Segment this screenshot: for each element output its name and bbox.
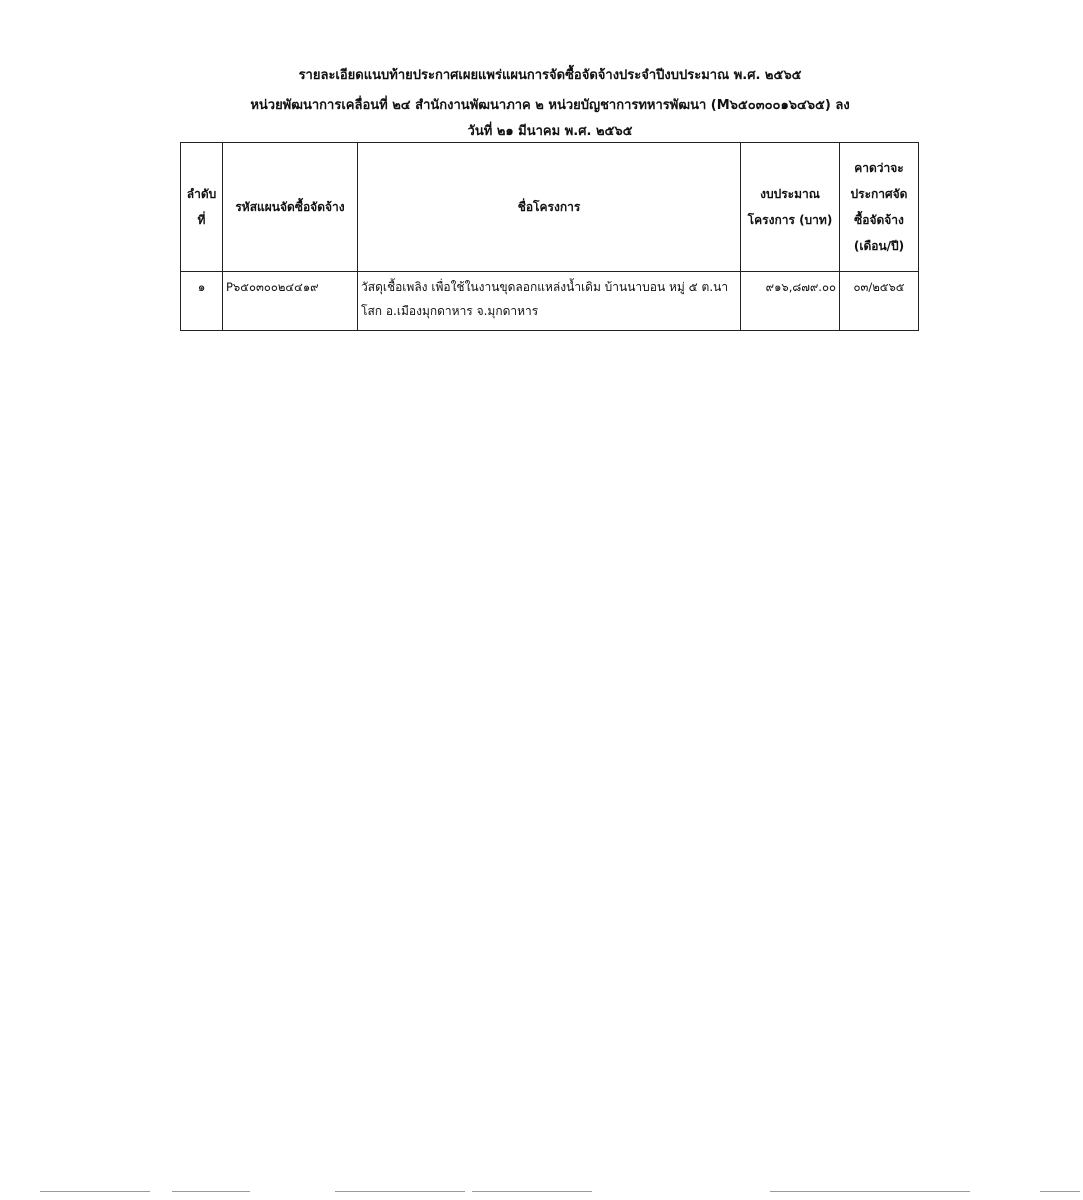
table-header-row [181,143,919,272]
header-no: ลำดับที่ [181,143,223,272]
header-project-name: ชื่อโครงการ [358,143,741,272]
scan-edge-artifacts [0,1190,1083,1194]
document-title-line-1: รายละเอียดแนบท้ายประกาศเผยแพร่แผนการจัดซื้อจัดจ้างประจำปีงบประมาณ พ.ศ. ๒๕๖๕ [298,68,802,83]
scan-artifact-line [335,1191,465,1192]
cell-no: ๑ [181,272,223,331]
header-budget: งบประมาณโครงการ (บาท) [741,143,840,272]
document-title-line-3: วันที่ ๒๑ มีนาคม พ.ศ. ๒๕๖๕ [467,124,633,139]
scan-artifact-line [172,1191,250,1192]
scan-artifact-line [1040,1191,1080,1192]
scan-artifact-line [770,1191,970,1192]
cell-project-name: วัสดุเชื้อเพลิง เพื่อใช้ในงานขุดลอกแหล่งน้ำเดิม บ้านนาบอน หมู่ ๕ ต.นาโสก อ.เมืองมุกดาหาร จ.มุกดาหาร [358,272,741,331]
scan-artifact-line [472,1191,592,1192]
table-row [181,272,919,331]
cell-announce-month: ๐๓/๒๕๖๕ [840,272,919,331]
header-plan-code: รหัสแผนจัดซื้อจัดจ้าง [223,143,358,272]
scan-artifact-line [40,1191,150,1192]
header-announce-month: คาดว่าจะประกาศจัดซื้อจัดจ้าง (เดือน/ปี) [840,143,919,272]
procurement-plan-table [180,142,919,331]
document-title-line-2: หน่วยพัฒนาการเคลื่อนที่ ๒๔ สำนักงานพัฒนาภาค ๒ หน่วยบัญชาการทหารพัฒนา (M๖๕๐๓๐๐๑๖๔๖๕) ลง [250,98,850,113]
cell-plan-code: P๖๕๐๓๐๐๒๔๔๑๙ [223,272,358,331]
cell-budget: ๙๑๖,๘๗๙.๐๐ [741,272,840,331]
